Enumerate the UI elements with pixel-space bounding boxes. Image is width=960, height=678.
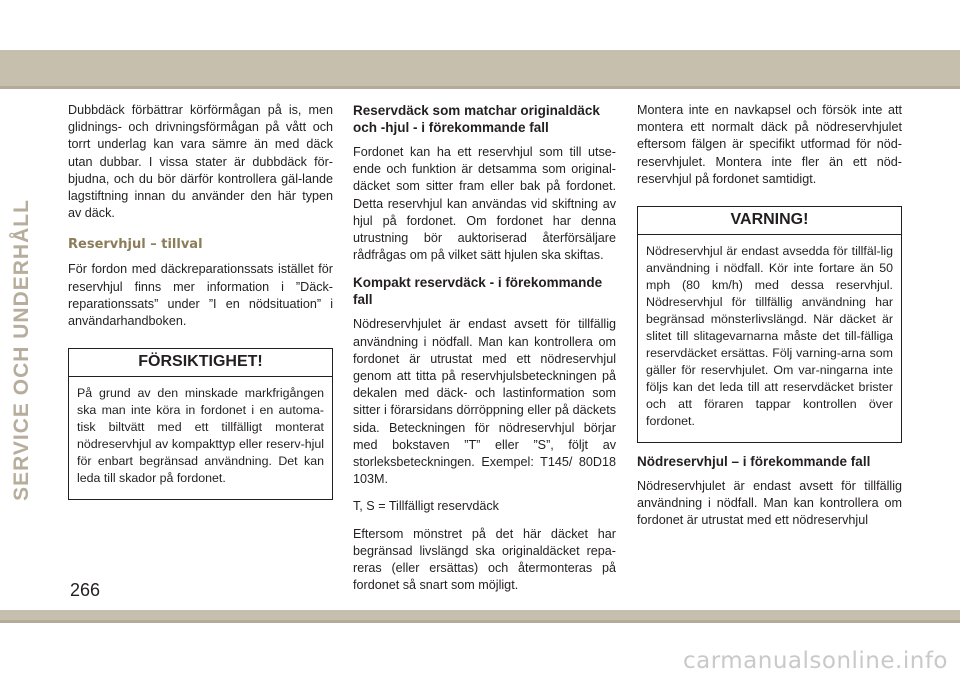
column-2 — [353, 102, 616, 604]
footer-rule — [0, 620, 960, 623]
warning-title: VARNING! — [638, 207, 901, 235]
paragraph: Nödreservhjulet är endast avsett för tillfällig användning i nödfall. Man kan kontrollera om fordonet är utrustat med ett nödreservhjul — [637, 479, 902, 528]
paragraph: T, S = Tillfälligt reservdäck — [353, 499, 499, 514]
paragraph: Montera inte en navkapsel och försök inte att montera ett normalt däck på nödreservhjulet eftersom fälgen är specifikt utformad för nöd-reservhjulet. Montera inte fler än ett nöd-reservhjul på fordonet samtidigt. — [637, 103, 902, 186]
caution-box — [68, 348, 333, 500]
page-number: 266 — [70, 580, 101, 600]
paragraph: Fordonet kan ha ett reservhjul som till utse-ende och funktion är detsamma som original-däcket som sitter fram eller bak på fordonet. Detta reservhjul kan användas vid skiftning av hjul på fordonet. Om fordonet har denna utrustning bör auktoriserad återförsäljare rådfrågas om på vilket sätt hjulen ska skiftas. — [353, 145, 616, 263]
paragraph: Nödreservhjulet är endast avsett för tillfällig användning i nödfall. Man kan kontrollera om fordonet är utrustat med ett nödreservhjul genom att titta på reservhjulsbeteckningen på dekalen med däck- och lastinformation som sitter i förarsidans dörröppning eller på däckets sida. Beteckningen för nödreservhjul börjar med bokstaven ”T” eller ”S”, följt av storleksbeteckningen. Exempel: T145/ 80D18 103M. — [353, 317, 616, 487]
header-band — [0, 50, 960, 86]
warning-text: Nödreservhjul är endast avsedda för tillfäl-lig användning i nödfall. Kör inte fortare än 50 mph (80 km/h) med dessa reservhjul. Nödreservhjul för tillfällig användning har begränsad mönsterlivslängd. När däcket är slitet till slitagevarnarna måste det till-fälliga reservdäcket ersättas. Följ varning-arna som gäller för reservhjulet. Om var-ningarna inte följs kan det leda till att reservdäcket brister och att föraren tappar kontrollen över fordonet. — [646, 244, 893, 429]
section-side-tab: SERVICE OCH UNDERHÅLL — [10, 199, 33, 501]
warning-box — [637, 206, 902, 443]
caution-text: På grund av den minskade markfrigången ska man inte köra in fordonet i en automa-tisk biltvätt med ett tillfälligt monterat nödreservhjul av kompakttyp eller reserv-hjul för enbart begränsad användning. Det kan leda till skador på fordonet. — [77, 386, 324, 486]
caution-title: FÖRSIKTIGHET! — [69, 349, 332, 377]
section-heading: Kompakt reservdäck - i förekommande fall — [353, 275, 603, 308]
footer-band — [0, 610, 960, 620]
paragraph: Eftersom mönstret på det här däcket har begränsad livslängd ska originaldäcket repa-reras (eller ersättas) och återmonteras på fordonet så snart som möjligt. — [353, 526, 616, 593]
paragraph: Dubbdäck förbättrar körförmågan på is, men glidnings- och drivningsförmågan på vått och torrt underlag kan vara sämre än med däck utan dubbar. I vissa stater är dubbdäck för-bjudna, och du bör därför kontrollera gäl-lande lagstiftning innan du använder den här typen av däck. — [68, 103, 333, 221]
watermark: carmanualsonline.info — [682, 648, 948, 674]
section-heading: Reservhjul – tillval — [68, 237, 203, 253]
paragraph: För fordon med däckreparationssats istället för reservhjul finns mer information i ”Däck-reparationssats” under ”I en nödsituation” i användarhandboken. — [68, 262, 333, 329]
column-1 — [68, 102, 333, 510]
section-heading: Nödreservhjul – i förekommande fall — [637, 454, 871, 470]
header-rule — [0, 86, 960, 89]
column-3 — [637, 102, 902, 540]
section-heading: Reservdäck som matchar originaldäck och -hjul - i förekommande fall — [353, 103, 600, 135]
